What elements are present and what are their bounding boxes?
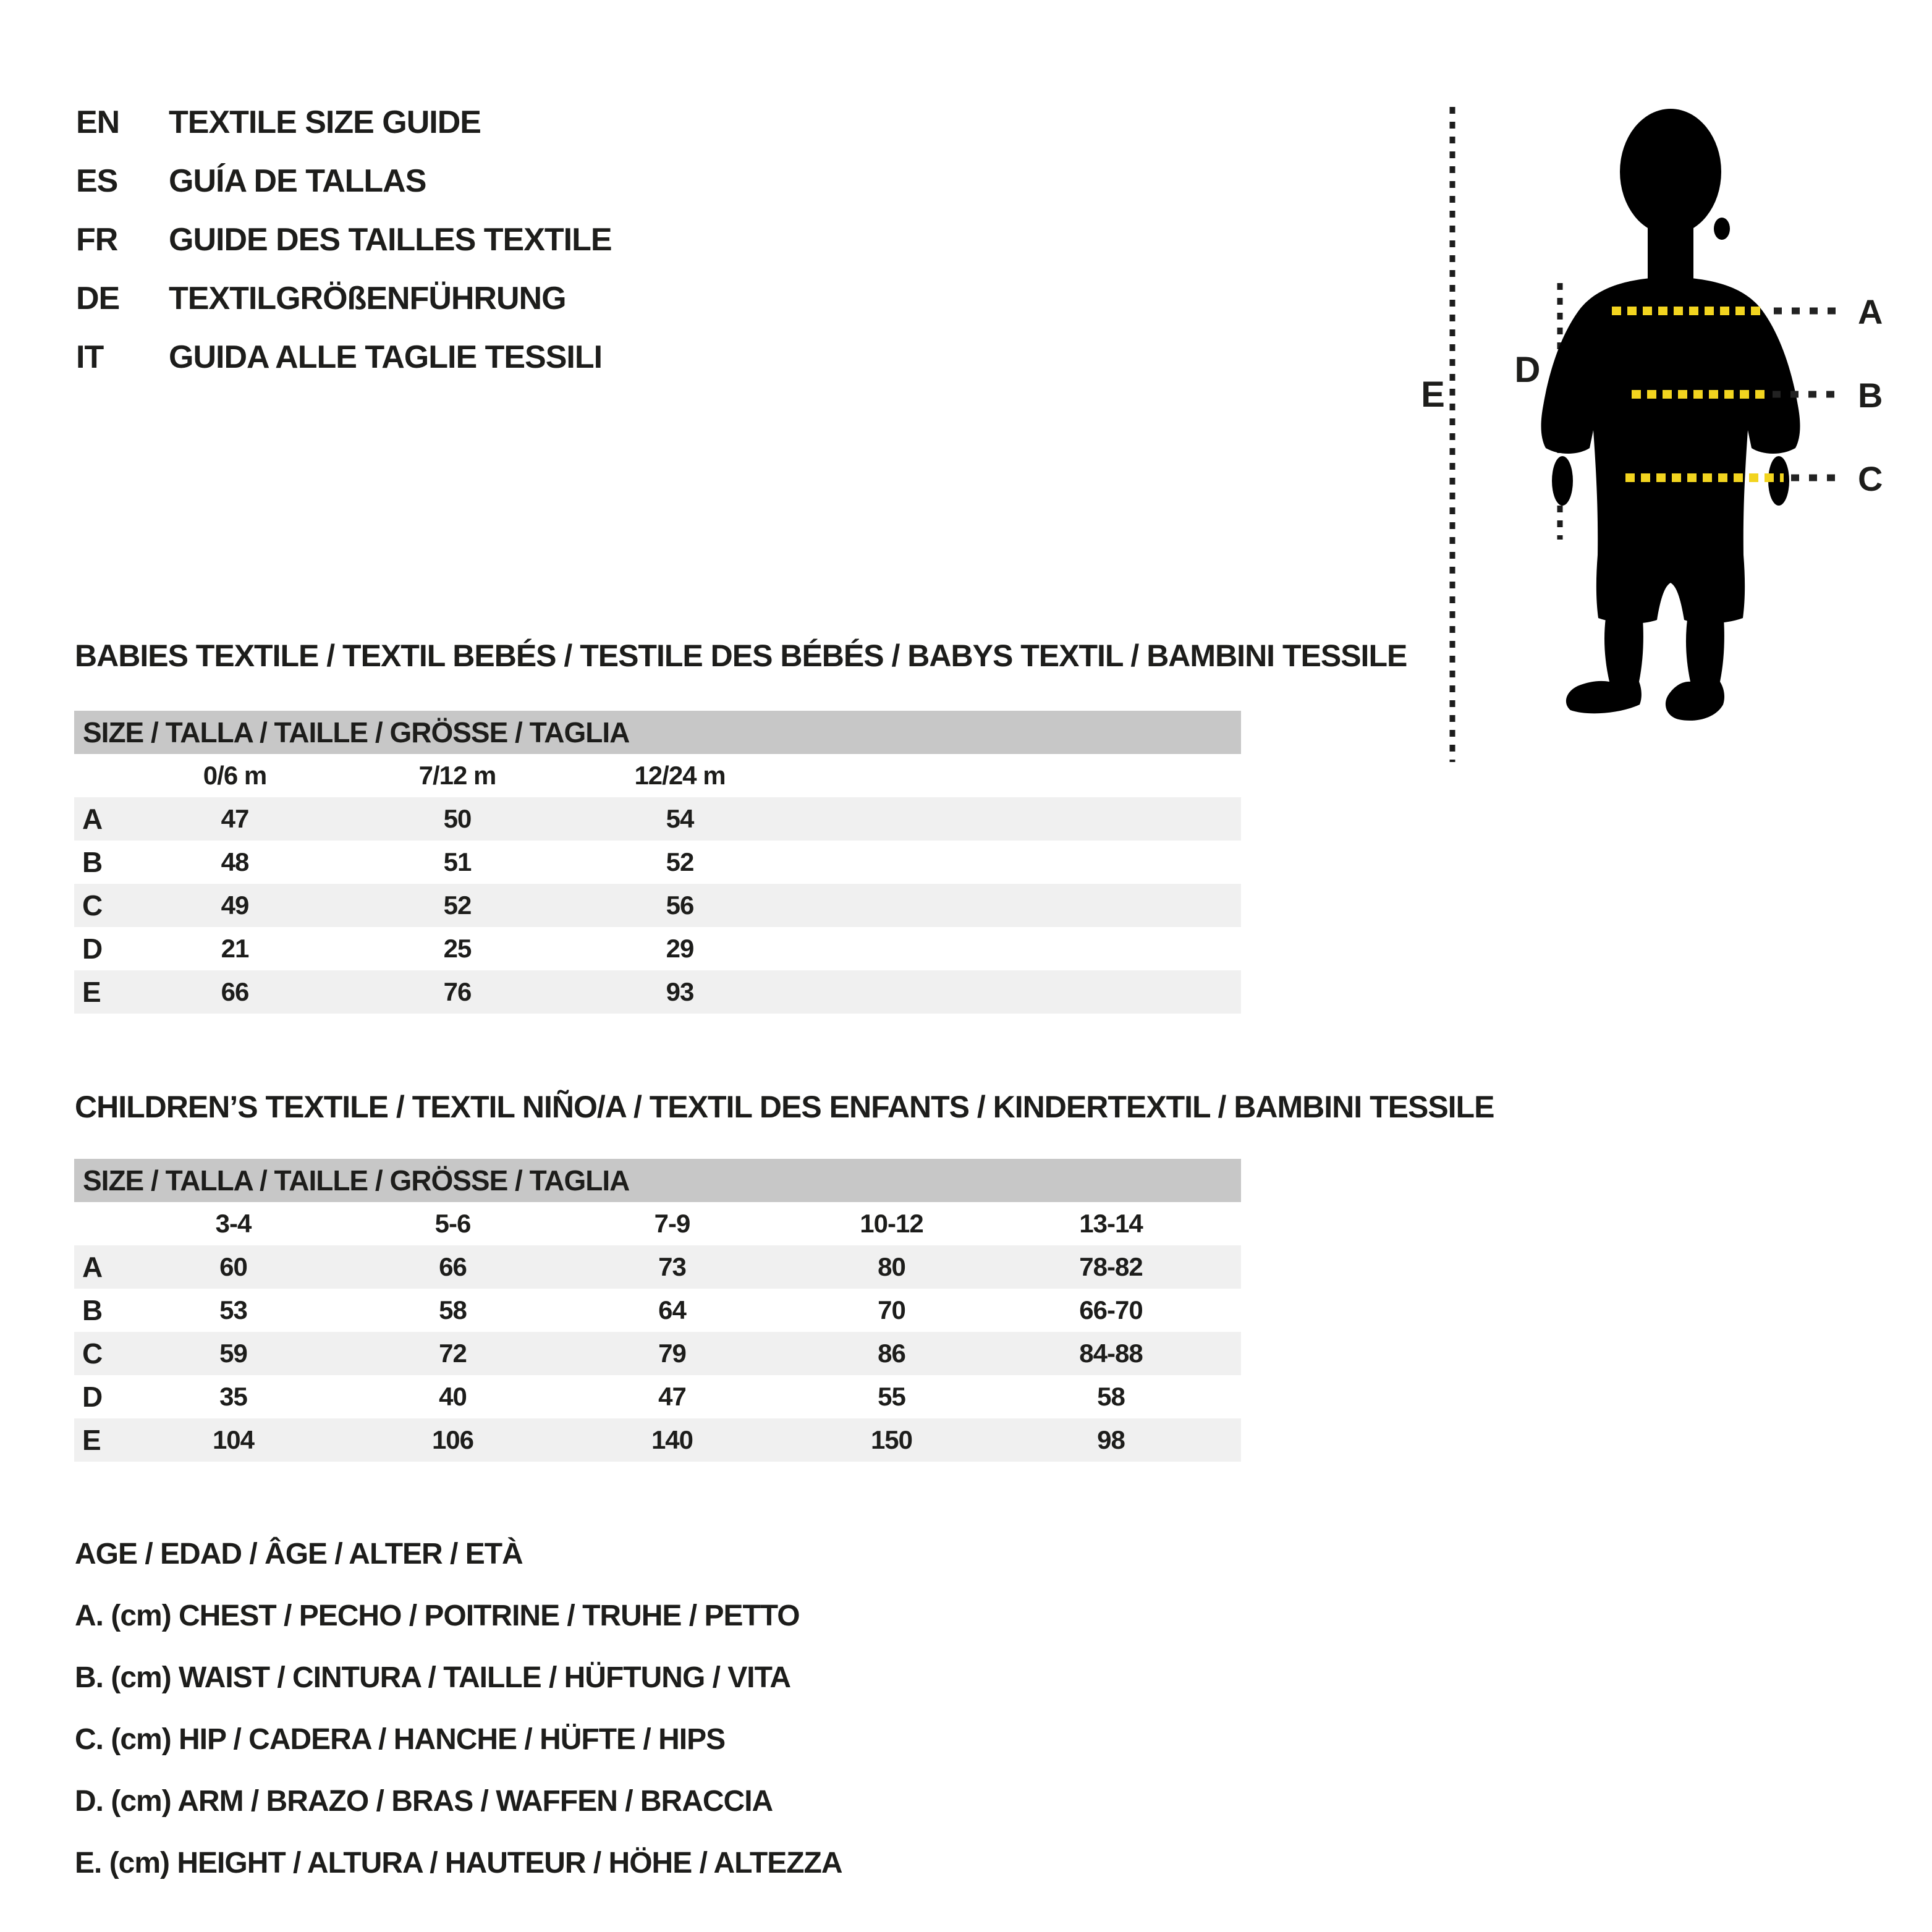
silhouette-ear — [1714, 218, 1730, 240]
silhouette-shorts — [1596, 555, 1745, 624]
table-cell: 104 — [212, 1425, 255, 1454]
legend-chest: A. (cm) CHEST / PECHO / POITRINE / TRUHE / PETTO — [75, 1599, 800, 1632]
language-code: DE — [76, 281, 120, 316]
children-size-table — [74, 1159, 1241, 1462]
silhouette-left-shoe — [1566, 681, 1642, 714]
table-cell: 21 — [221, 934, 249, 963]
table-cell: 52 — [666, 847, 694, 876]
row-label: D — [82, 933, 103, 965]
table-row-e — [74, 970, 1241, 1014]
measurement-figure — [1408, 79, 1932, 771]
children-table-header: SIZE / TALLA / TAILLE / GRÖSSE / TAGLIA — [74, 1159, 1241, 1202]
table-cell: 66 — [221, 977, 249, 1006]
table-cell: 150 — [870, 1425, 913, 1454]
children-column-headers — [74, 1202, 1241, 1245]
children-section-title: CHILDREN’S TEXTILE / TEXTIL NIÑO/A / TEXTIL DES ENFANTS / KINDERTEXTIL / BAMBINI TESSILE — [75, 1090, 1494, 1124]
column-header: 12/24 m — [634, 761, 726, 790]
table-cell: 59 — [219, 1339, 247, 1368]
table-cell: 47 — [658, 1382, 686, 1411]
table-cell: 60 — [219, 1252, 247, 1281]
babies-table-header: SIZE / TALLA / TAILLE / GRÖSSE / TAGLIA — [74, 711, 1241, 754]
column-header: 13-14 — [1079, 1209, 1143, 1238]
legend-arm: D. (cm) ARM / BRAZO / BRAS / WAFFEN / BRACCIA — [75, 1785, 773, 1818]
table-cell: 51 — [443, 847, 472, 876]
row-label: E — [82, 976, 101, 1008]
table-cell: 55 — [878, 1382, 905, 1411]
table-cell: 84-88 — [1079, 1339, 1143, 1368]
guide-title-en: TEXTILE SIZE GUIDE — [169, 104, 481, 140]
measure-label-a: A — [1858, 292, 1883, 331]
table-cell: 54 — [666, 804, 694, 833]
language-code: IT — [76, 339, 104, 375]
table-row-d — [74, 927, 1241, 970]
row-label: C — [82, 889, 103, 922]
table-cell: 53 — [219, 1295, 247, 1324]
table-cell: 47 — [221, 804, 249, 833]
measure-label-b: B — [1858, 376, 1883, 415]
silhouette-tshirt — [1541, 277, 1800, 555]
column-header: 7-9 — [654, 1209, 690, 1238]
table-row-c — [74, 884, 1241, 927]
table-cell: 58 — [1097, 1382, 1125, 1411]
table-row-a — [74, 1245, 1241, 1289]
silhouette-left-hand — [1552, 456, 1573, 506]
table-row-d — [74, 1375, 1241, 1418]
language-row-en — [76, 104, 612, 163]
column-header: 5-6 — [434, 1209, 471, 1238]
table-cell: 98 — [1097, 1425, 1125, 1454]
table-cell: 35 — [219, 1382, 247, 1411]
table-cell: 70 — [878, 1295, 905, 1324]
table-cell: 50 — [443, 804, 472, 833]
column-header: 3-4 — [215, 1209, 252, 1238]
table-cell: 66 — [439, 1252, 467, 1281]
silhouette-right-leg — [1686, 618, 1724, 682]
measure-label-d: D — [1514, 350, 1540, 390]
legend-height: E. (cm) HEIGHT / ALTURA / HAUTEUR / HÖHE / ALTEZZA — [75, 1847, 842, 1879]
measurement-legend — [75, 1523, 842, 1894]
language-row-de — [76, 280, 612, 339]
table-cell: 76 — [443, 977, 472, 1006]
child-silhouette — [1541, 109, 1800, 721]
table-cell: 66-70 — [1079, 1295, 1143, 1324]
table-row-a — [74, 797, 1241, 841]
table-cell: 29 — [666, 934, 694, 963]
row-label: D — [82, 1381, 103, 1413]
table-cell: 48 — [221, 847, 249, 876]
table-cell: 80 — [878, 1252, 905, 1281]
row-label: B — [82, 846, 103, 878]
guide-title-fr: GUIDE DES TAILLES TEXTILE — [169, 222, 612, 258]
table-row-c — [74, 1332, 1241, 1375]
column-header: 0/6 m — [203, 761, 267, 790]
language-code: ES — [76, 163, 118, 199]
table-cell: 79 — [658, 1339, 686, 1368]
language-row-it — [76, 339, 612, 397]
column-header: 7/12 m — [418, 761, 496, 790]
row-label: A — [82, 1251, 103, 1283]
legend-hip: C. (cm) HIP / CADERA / HANCHE / HÜFTE / HIPS — [75, 1723, 726, 1756]
table-cell: 58 — [439, 1295, 467, 1324]
measure-label-e: E — [1421, 375, 1444, 415]
language-title-list — [76, 104, 612, 397]
language-code: EN — [76, 104, 120, 140]
silhouette-right-shoe — [1666, 682, 1724, 721]
table-row-e — [74, 1418, 1241, 1462]
babies-section-title: BABIES TEXTILE / TEXTIL BEBÉS / TESTILE DES BÉBÉS / BABYS TEXTIL / BAMBINI TESSILE — [75, 638, 1407, 673]
legend-waist: B. (cm) WAIST / CINTURA / TAILLE / HÜFTUNG / VITA — [75, 1661, 791, 1694]
guide-title-de: TEXTILGRÖßENFÜHRUNG — [169, 281, 566, 316]
table-cell: 106 — [431, 1425, 474, 1454]
table-cell: 25 — [443, 934, 472, 963]
table-cell: 52 — [443, 891, 472, 920]
table-cell: 73 — [658, 1252, 686, 1281]
table-cell: 64 — [658, 1295, 686, 1324]
measure-label-c: C — [1858, 459, 1883, 498]
language-row-fr — [76, 221, 612, 280]
babies-size-table — [74, 711, 1241, 1014]
table-cell: 140 — [651, 1425, 693, 1454]
row-label: C — [82, 1337, 103, 1370]
column-header: 10-12 — [860, 1209, 923, 1238]
table-cell: 56 — [666, 891, 694, 920]
guide-title-it: GUIDA ALLE TAGLIE TESSILI — [169, 339, 603, 375]
guide-title-es: GUÍA DE TALLAS — [169, 163, 426, 199]
row-label: B — [82, 1294, 103, 1326]
row-label: E — [82, 1424, 101, 1456]
table-cell: 72 — [439, 1339, 467, 1368]
language-row-es — [76, 163, 612, 221]
table-cell: 86 — [878, 1339, 905, 1368]
table-cell: 49 — [221, 891, 249, 920]
table-cell: 78-82 — [1079, 1252, 1143, 1281]
babies-column-headers — [74, 754, 1241, 797]
table-row-b — [74, 841, 1241, 884]
table-cell: 93 — [666, 977, 694, 1006]
table-row-b — [74, 1289, 1241, 1332]
silhouette-left-leg — [1604, 618, 1643, 682]
legend-age: AGE / EDAD / ÂGE / ALTER / ETÀ — [75, 1538, 523, 1570]
language-code: FR — [76, 222, 118, 258]
row-label: A — [82, 803, 103, 835]
table-cell: 40 — [439, 1382, 467, 1411]
